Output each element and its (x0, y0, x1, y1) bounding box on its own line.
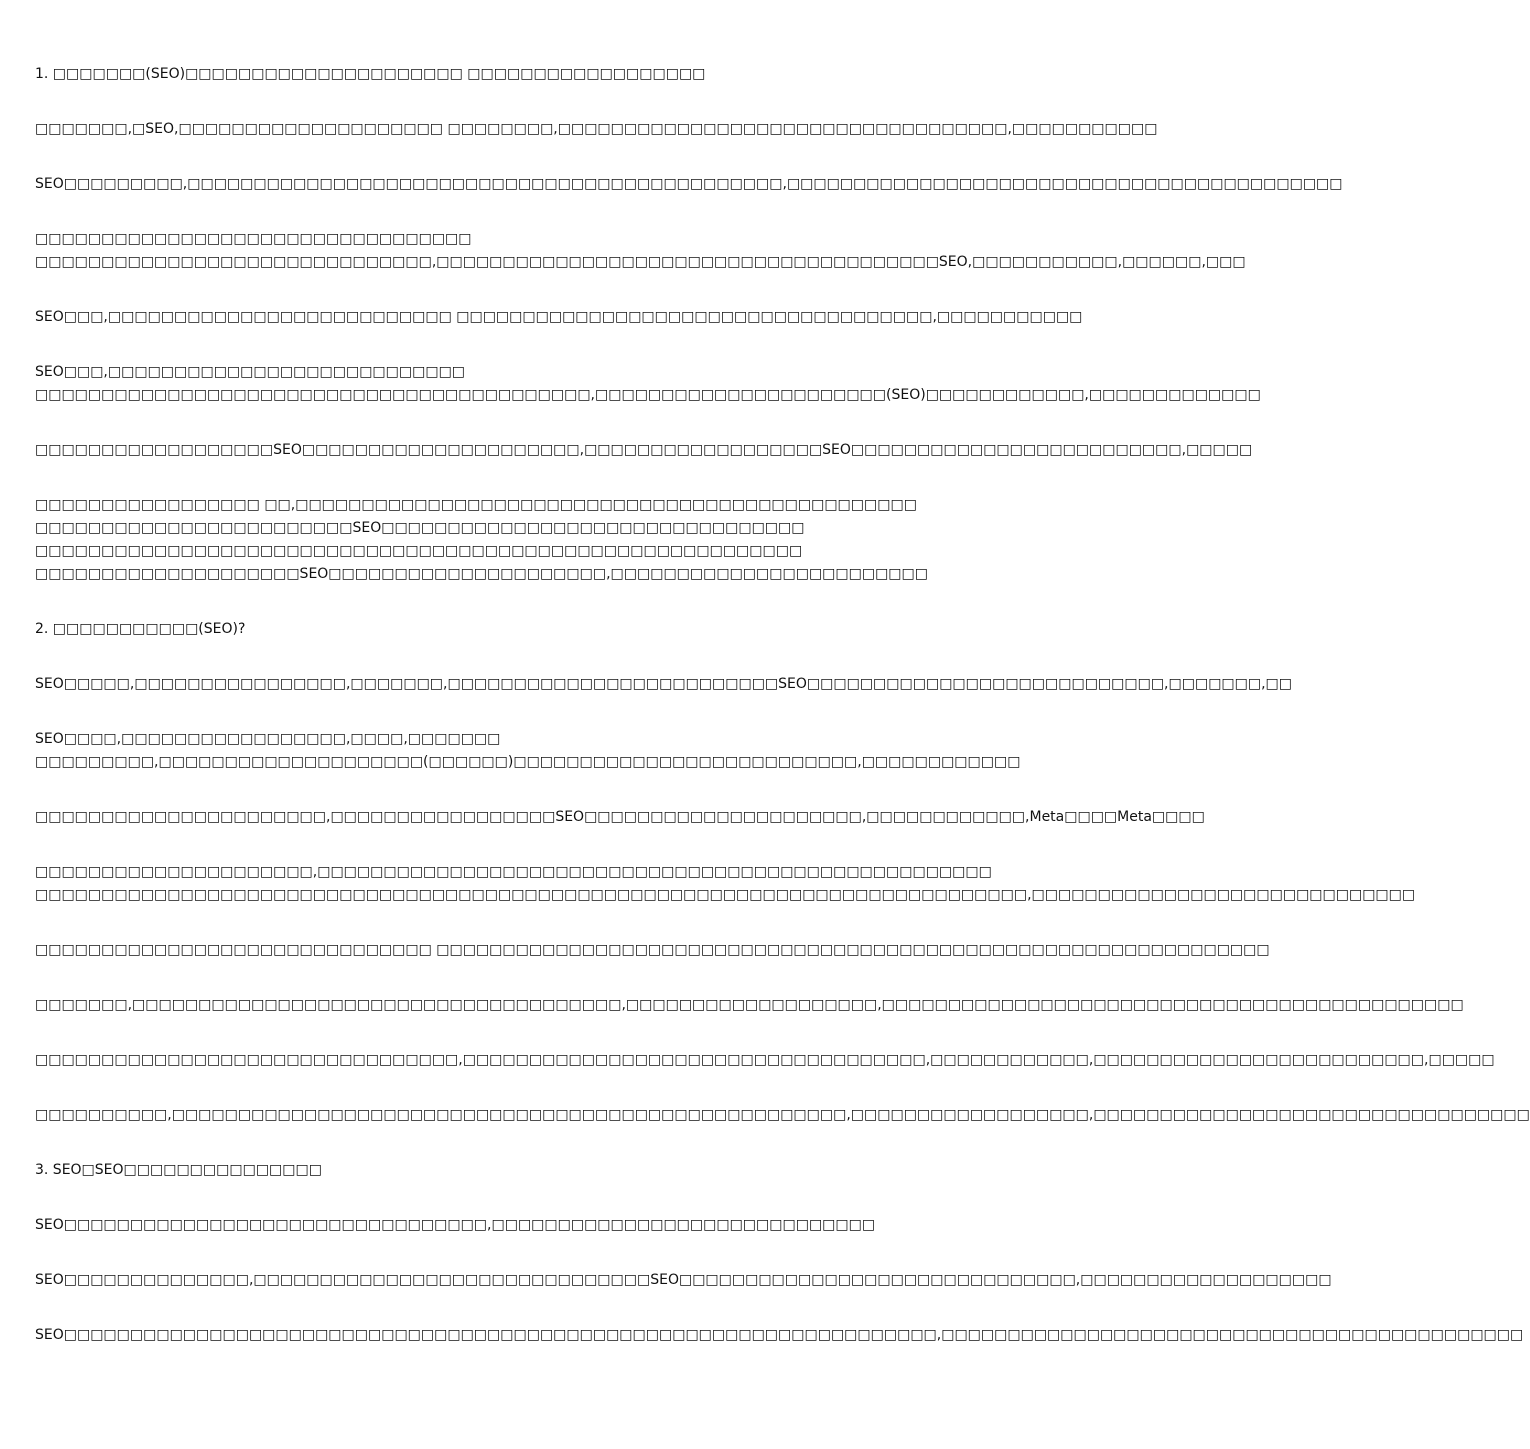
paragraph (35, 494, 990, 586)
paragraph (35, 1049, 1495, 1072)
text-line: □□□□□□□□□□□□□□□□□□□□□□□□□□□□□□□□□□□□□□□□□□,□□□□□□□□□□□□□□□□□□□□□□(SEO)□□□□□□□□□□□□,□□□□□□□□□□□□□ (35, 387, 1261, 403)
paragraph (35, 673, 1293, 696)
paragraph (35, 1104, 1530, 1127)
text-line: □□□□□□□□□□□□□□□□□□□□□□,□□□□□□□□□□□□□□□□□SEO□□□□□□□□□□□□□□□□□□□□□,□□□□□□□□□□□□,Meta□□□□Meta□□□□ (35, 809, 1205, 825)
paragraph (35, 806, 1205, 829)
text-line: □□□□□□□□□,□□□□□□□□□□□□□□□□□□□□(□□□□□□)□□□□□□□□□□□□□□□□□□□□□□□□□□,□□□□□□□□□□□□ (35, 754, 1021, 770)
text-line: SEO□□□□□□□□□□□□□□□□□□□□□□□□□□□□□□□□□□□□□□□□□□□□□□□□□□□□□□□□□□□□□□□□□□,□□□□□□□□□□□□□□□□□□□□□□□□□□□□□□□□□□□□□□□□□□□□ (35, 1327, 1524, 1343)
paragraph (35, 361, 1261, 407)
heading-1 (35, 63, 990, 86)
text-line: □□□□□□□□□□□□□□□□□□□□□□□□□□□□□□□□□ (35, 231, 472, 247)
paragraph (35, 1269, 1332, 1292)
paragraph (35, 939, 1270, 962)
text-line: □□□□□□□□□□□□□□□□□□SEO□□□□□□□□□□□□□□□□□□□□□,□□□□□□□□□□□□□□□□□□SEO□□□□□□□□□□□□□□□□□□□□□□□□□,□□□□□ (35, 442, 1253, 458)
text-line: □□□□□□□□□□,□□□□□□□□□□□□□□□□□□□□□□□□□□□□□□□□□□□□□□□□□□□□□□□□□□□,□□□□□□□□□□□□□□□□□□,□□□□□□□□□□□□□□□□□□□□□□□□□□□□□□□□□ (35, 1107, 1530, 1123)
document-body (35, 63, 1530, 1379)
text-line: SEO□□□□□□□□□,□□□□□□□□□□□□□□□□□□□□□□□□□□□□□□□□□□□□□□□□□□□□□,□□□□□□□□□□□□□□□□□□□□□□□□□□□□□□□□□□□□□□□□□□ (35, 176, 1343, 192)
text-line: □□□□□□□□□□□□□□□□□□□□□□□□□□□□□□□□□□□□□□□□□□□□□□□□□□□□□□□□□□ (35, 543, 803, 559)
heading-2 (35, 618, 990, 641)
text-line: SEO□□□□,□□□□□□□□□□□□□□□□□,□□□□,□□□□□□□ (35, 731, 501, 747)
paragraph (35, 439, 1253, 462)
heading-3 (35, 1159, 990, 1182)
text-line: 2. □□□□□□□□□□□(SEO)? (35, 621, 246, 637)
text-line: 1. □□□□□□□(SEO)□□□□□□□□□□□□□□□□□□□□□ □□□□□□□□□□□□□□□□□□ (35, 66, 706, 82)
text-line: SEO□□□□□□□□□□□□□□,□□□□□□□□□□□□□□□□□□□□□□□□□□□□□□SEO□□□□□□□□□□□□□□□□□□□□□□□□□□□□□□,□□□□□□□□□□□□□□□□□□□ (35, 1272, 1332, 1288)
text-line: SEO□□□,□□□□□□□□□□□□□□□□□□□□□□□□□□□ (35, 364, 466, 380)
text-line: SEO□□□□□□□□□□□□□□□□□□□□□□□□□□□□□□□□,□□□□□□□□□□□□□□□□□□□□□□□□□□□□□ (35, 1217, 876, 1233)
text-line: SEO□□□,□□□□□□□□□□□□□□□□□□□□□□□□□□ □□□□□□□□□□□□□□□□□□□□□□□□□□□□□□□□□□□□,□□□□□□□□□□□ (35, 309, 1083, 325)
paragraph (35, 306, 1083, 329)
text-line: □□□□□□□□□□□□□□□□□□□□SEO□□□□□□□□□□□□□□□□□□□□□,□□□□□□□□□□□□□□□□□□□□□□□□ (35, 566, 928, 582)
text-line: □□□□□□□,□□□□□□□□□□□□□□□□□□□□□□□□□□□□□□□□□□□□□,□□□□□□□□□□□□□□□□□□□,□□□□□□□□□□□□□□□□□□□□□□□□□□□□□□□□□□□□□□□□□□□□ (35, 997, 1464, 1013)
text-line: □□□□□□□,□SEO,□□□□□□□□□□□□□□□□□□□□ □□□□□□□□,□□□□□□□□□□□□□□□□□□□□□□□□□□□□□□□□□□,□□□□□□□□□□□ (35, 121, 1158, 137)
text-line: □□□□□□□□□□□□□□□□□□□□□□□□□□□□□□□□,□□□□□□□□□□□□□□□□□□□□□□□□□□□□□□□□□□□,□□□□□□□□□□□□,□□□□□□□□□□□□□□□□□□□□□□□□□,□□□□□ (35, 1052, 1495, 1068)
paragraph (35, 728, 1021, 774)
text-line: 3. SEO□SEO□□□□□□□□□□□□□□□ (35, 1162, 322, 1178)
text-line: □□□□□□□□□□□□□□□□□□□□□□□□□□□□□□,□□□□□□□□□□□□□□□□□□□□□□□□□□□□□□□□□□□□□□SEO,□□□□□□□□□□□,□□□□□□,□□□ (35, 254, 1246, 270)
text-line: □□□□□□□□□□□□□□□□□□□□□□□□□□□□□□□□□□□□□□□□□□□□□□□□□□□□□□□□□□□□□□□□□□□□□□□□□□□,□□□□□□□□□□□□□□□□□□□□□□□□□□□□□ (35, 887, 1416, 903)
paragraph (35, 1324, 1524, 1347)
text-line: □□□□□□□□□□□□□□□□□□□□□,□□□□□□□□□□□□□□□□□□□□□□□□□□□□□□□□□□□□□□□□□□□□□□□□□□□ (35, 864, 992, 880)
text-line: □□□□□□□□□□□□□□□□□□□□□□□□SEO□□□□□□□□□□□□□□□□□□□□□□□□□□□□□□□□ (35, 520, 805, 536)
paragraph (35, 1214, 990, 1237)
paragraph (35, 228, 1246, 274)
paragraph (35, 173, 1343, 196)
paragraph (35, 861, 1416, 907)
text-line: □□□□□□□□□□□□□□□□□□□□□□□□□□□□□□ □□□□□□□□□□□□□□□□□□□□□□□□□□□□□□□□□□□□□□□□□□□□□□□□□□□□□□□□□□□□□□□ (35, 942, 1270, 958)
paragraph (35, 994, 1464, 1017)
text-line: SEO□□□□□,□□□□□□□□□□□□□□□□,□□□□□□□,□□□□□□□□□□□□□□□□□□□□□□□□□SEO□□□□□□□□□□□□□□□□□□□□□□□□□□□,□□□□□□□,□□ (35, 676, 1293, 692)
paragraph (35, 118, 1158, 141)
text-line: □□□□□□□□□□□□□□□□□ □□,□□□□□□□□□□□□□□□□□□□□□□□□□□□□□□□□□□□□□□□□□□□□□□□ (35, 497, 917, 513)
